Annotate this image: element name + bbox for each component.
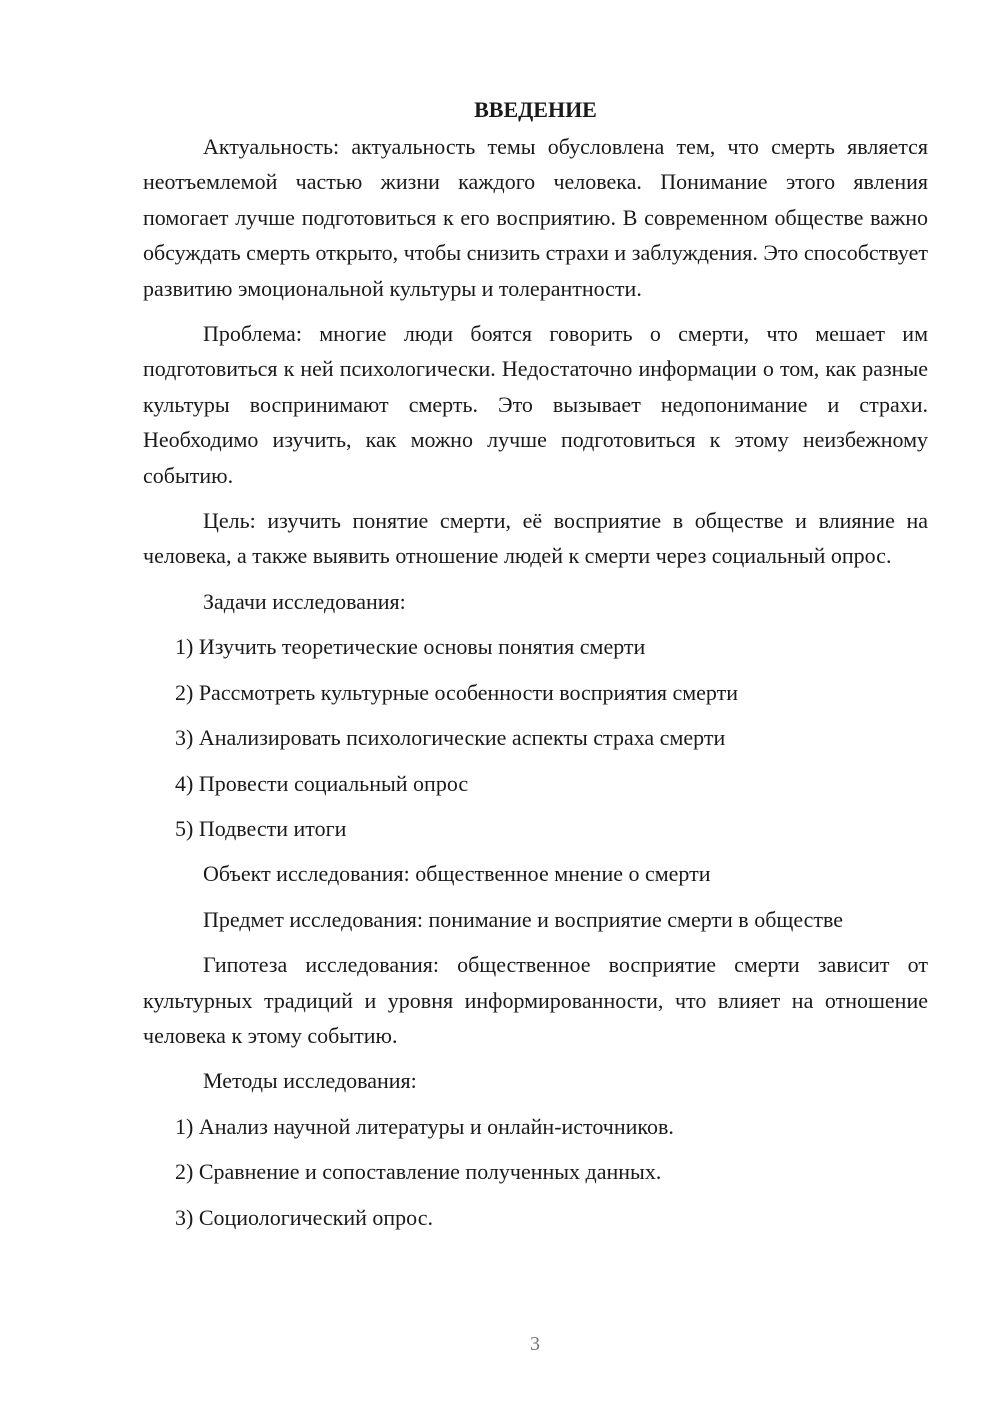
list-item: 1) Анализ научной литературы и онлайн-источников.	[175, 1113, 674, 1139]
list-item: 4) Провести социальный опрос	[175, 770, 469, 796]
tasks-list	[143, 629, 928, 846]
list-item: 3) Анализировать психологические аспекты страха смерти	[175, 725, 726, 751]
problem-paragraph: Проблема: многие люди боятся говорить о смерти, что мешает им подготовиться к ней психологически. Недостаточно информации о том, как разные культуры воспринимают смерть. Это вызывает недопонимание и страхи. Необходимо изучить, как можно лучше подготовиться к этому неизбежному событию.	[143, 321, 928, 488]
tasks-heading: Задачи исследования:	[203, 588, 406, 614]
document-page	[143, 92, 928, 1245]
hypothesis-paragraph: Гипотеза исследования: общественное восприятие смерти зависит от культурных традиций и уровня информированности, что влияет на отношение человека к этому событию.	[143, 952, 928, 1048]
list-item: 1) Изучить теоретические основы понятия смерти	[175, 634, 646, 660]
subject-line: Предмет исследования: понимание и восприятие смерти в обществе	[203, 906, 844, 932]
list-item: 5) Подвести итоги	[175, 815, 347, 841]
methods-list	[143, 1109, 928, 1235]
list-item: 2) Рассмотреть культурные особенности восприятия смерти	[175, 679, 739, 705]
list-item: 3) Социологический опрос.	[175, 1204, 433, 1230]
goal-paragraph: Цель: изучить понятие смерти, её восприятие в обществе и влияние на человека, а также выявить отношение людей к смерти через социальный опрос.	[143, 508, 928, 569]
object-line: Объект исследования: общественное мнение о смерти	[203, 861, 711, 887]
methods-heading: Методы исследования:	[203, 1068, 417, 1094]
list-item: 2) Сравнение и сопоставление полученных данных.	[175, 1159, 662, 1185]
page-number: 3	[530, 1333, 540, 1355]
relevance-paragraph: Актуальность: актуальность темы обусловлена тем, что смерть является неотъемлемой частью жизни каждого человека. Понимание этого явления помогает лучше подготовиться к его восприятию. В современном обществе важно обсуждать смерть открыто, чтобы снизить страхи и заблуждения. Это способствует развитию эмоциональной культуры и толерантности.	[143, 134, 928, 301]
page-title: ВВЕДЕНИЕ	[474, 97, 597, 122]
